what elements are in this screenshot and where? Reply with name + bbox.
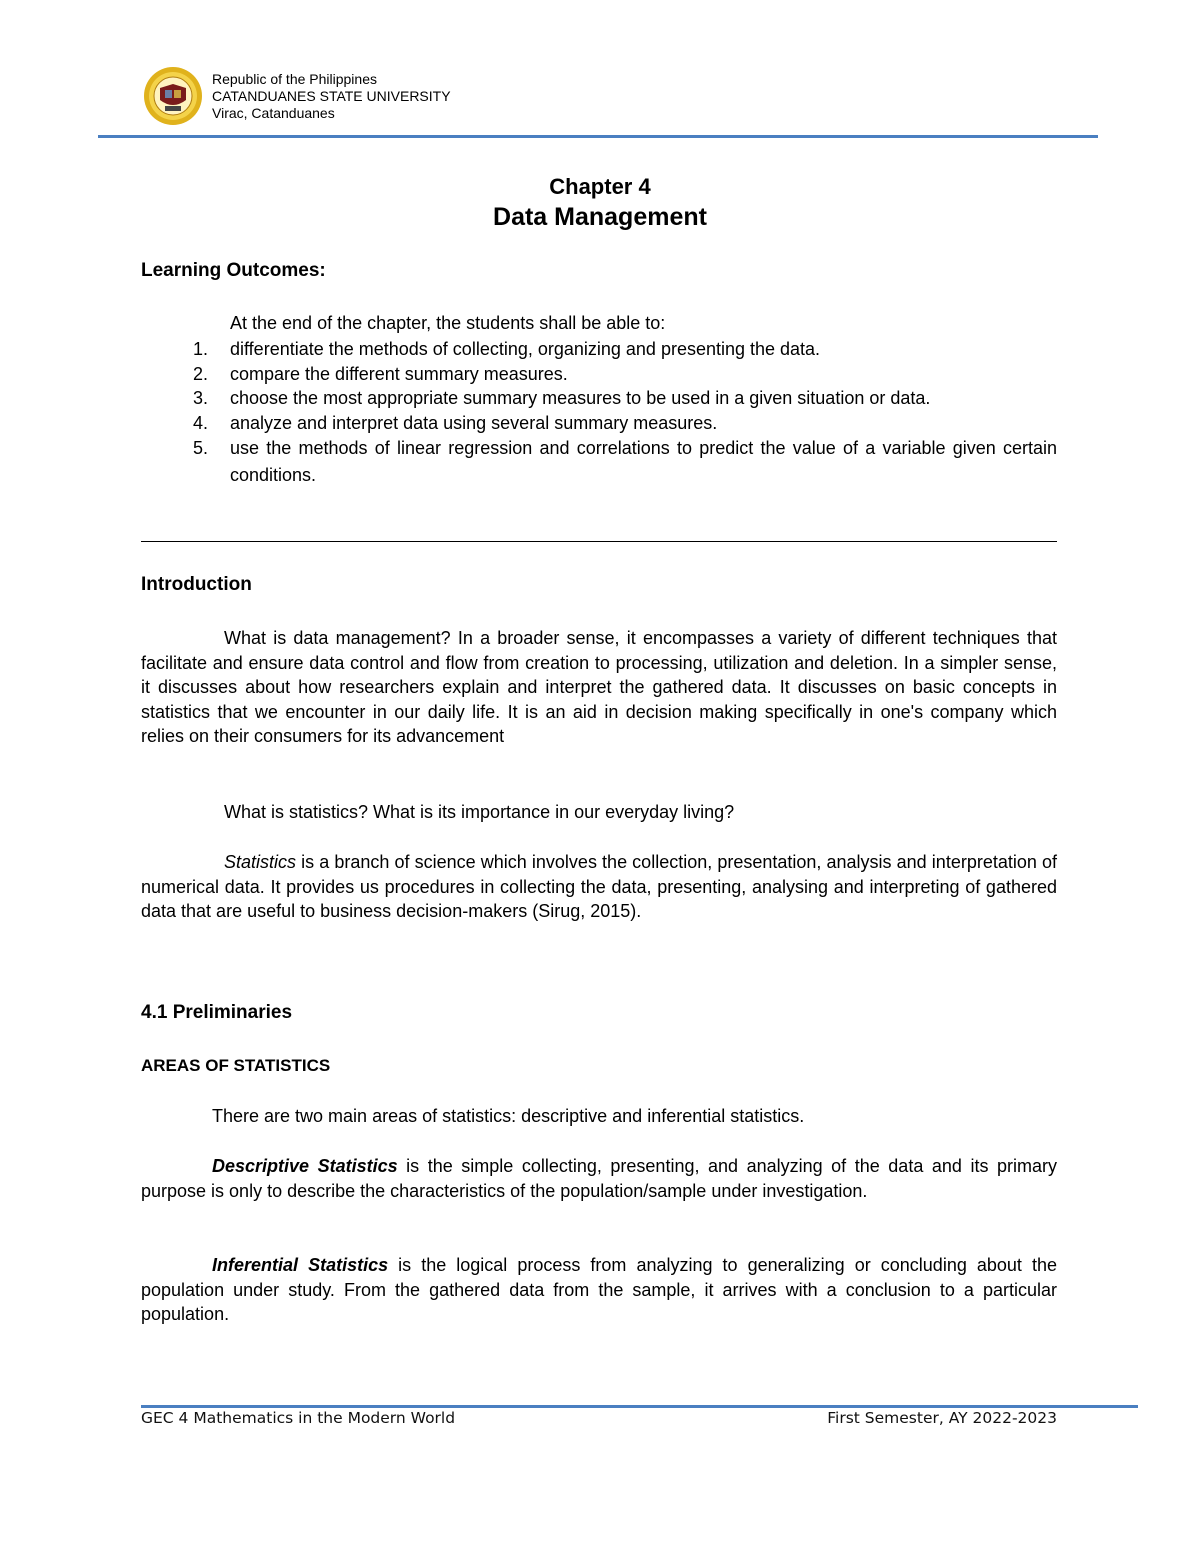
descriptive-statistics-term: Descriptive Statistics	[212, 1156, 398, 1176]
list-item: 1. differentiate the methods of collecting, organizing and presenting the data.	[193, 339, 821, 359]
header-university: CATANDUANES STATE UNIVERSITY	[212, 88, 451, 104]
institution-header	[212, 71, 451, 122]
list-item: 4. analyze and interpret data using several summary measures.	[193, 412, 718, 433]
learning-outcomes-list	[193, 337, 1057, 489]
header-rule	[98, 135, 1098, 138]
header-location: Virac, Catanduanes	[212, 105, 335, 121]
learning-outcomes-heading: Learning Outcomes:	[141, 260, 326, 281]
list-item: 5. use the methods of linear regression and correlations to predict the value of a variable given certain conditions.	[193, 438, 1057, 486]
descriptive-statistics-paragraph: Descriptive Statistics is the simple collecting, presenting, and analyzing of the data and its primary purpose is only to describe the characteristics of the population/sample under investigation.	[141, 1156, 1057, 1201]
introduction-heading: Introduction	[141, 574, 252, 595]
section-divider	[141, 541, 1057, 542]
introduction-paragraph-2: What is statistics? What is its importance in our everyday living?	[224, 802, 735, 822]
chapter-number: Chapter 4	[549, 174, 651, 199]
footer-semester: First Semester, AY 2022-2023	[827, 1409, 1057, 1427]
chapter-title: Data Management	[493, 203, 707, 231]
list-item: 3. choose the most appropriate summary measures to be used in a given situation or data.	[193, 388, 931, 409]
statistics-term: Statistics	[224, 852, 297, 872]
inferential-statistics-paragraph: Inferential Statistics is the logical process from analyzing to generalizing or concluding about the population under study. From the gathered data from the sample, it arrives with a conclusion to a particular population.	[141, 1255, 1057, 1325]
header-country: Republic of the Philippines	[212, 71, 377, 87]
learning-outcomes-intro: At the end of the chapter, the students shall be able to:	[230, 313, 666, 333]
areas-paragraph: There are two main areas of statistics: descriptive and inferential statistics.	[212, 1106, 805, 1126]
areas-of-statistics-heading: AREAS OF STATISTICS	[141, 1056, 331, 1075]
footer-course: GEC 4 Mathematics in the Modern World	[141, 1409, 456, 1427]
introduction-paragraph-3: Statistics is a branch of science which involves the collection, presentation, analysis and interpretation of numerical data. It provides us procedures in collecting the data, presenting, analysing and interpreting of gathered data that are useful to business decision-makers (Sirug, 2015).	[141, 852, 1057, 922]
footer-rule	[141, 1405, 1138, 1408]
list-item: 2. compare the different summary measures.	[193, 363, 568, 384]
university-seal-logo	[143, 66, 203, 126]
introduction-paragraph-1: What is data management? In a broader sense, it encompasses a variety of different techniques that facilitate and ensure data control and flow from creation to processing, utilization and deletion. In a simpler sense, it discusses about how researchers explain and interpret the gathered data. It discusses on basic concepts in statistics that we encounter in our daily life. It is an aid in decision making specifically in one's company which relies on their consumers for its advancement	[141, 628, 1057, 747]
section-heading: 4.1 Preliminaries	[141, 1002, 293, 1023]
inferential-statistics-term: Inferential Statistics	[212, 1255, 389, 1275]
